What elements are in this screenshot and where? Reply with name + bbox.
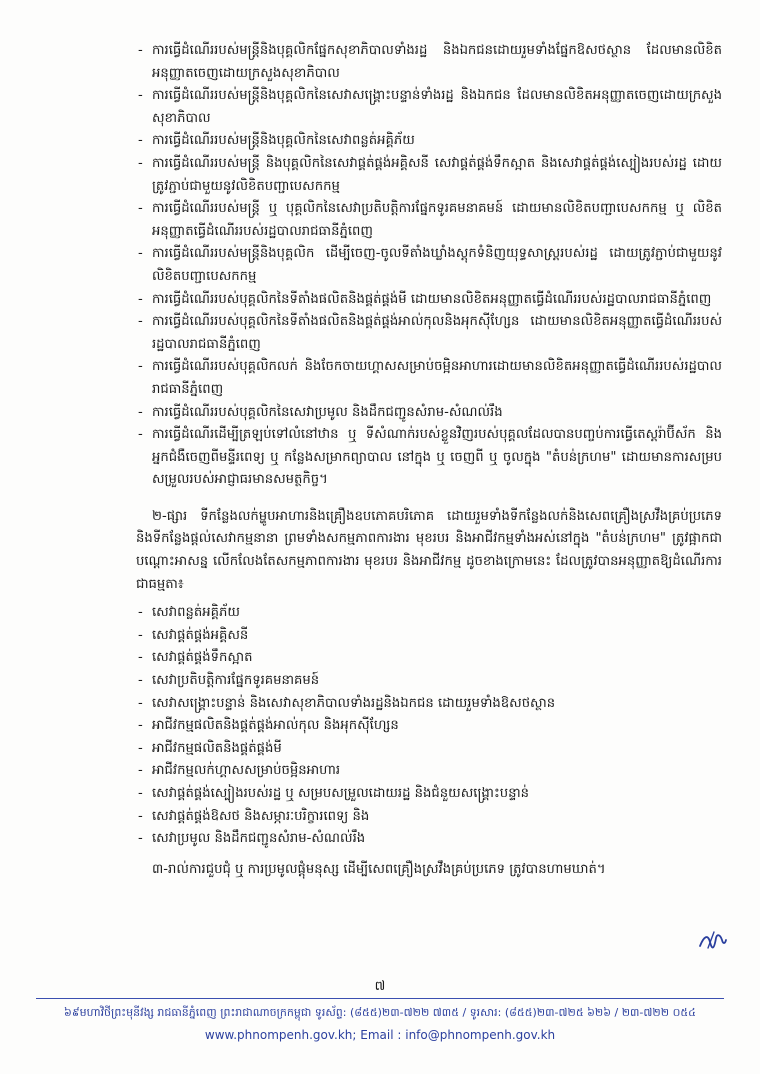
footer-address: ៦៩មហាវិថីព្រះមុនីវង្ស រាជធានីភ្នំពេញ ព្រះរាជាណាចក្រកម្ពុជា ទូរស័ព្ទ: (៨៥៥)២៣-៧២២ ៧៣៥ / ទូរសារ: (៨៥៥)២៣-៧២៥ ៦២៦ / ២៣-៧២២ ០៥៤ bbox=[64, 1006, 696, 1019]
list-item: - ការធ្វើដំណើរដើម្បីត្រឡប់ទៅលំនៅឋាន ឬ ទីសំណាក់របស់ខ្លួនវិញរបស់បុគ្គលដែលបានបញ្ចប់ការធ្វើតេស្តរ៉ាប៊ីស័ក និងអ្នកជំងឺចេញពីមន្ទីរពេទ្យ ឬ កន្លែងសម្រាកព្យាបាល នៅក្នុង ឬ ចេញពី ឬ ចូលក្នុង "តំបន់ក្រហម" ដោយមានការសម្របសម្រួលរបស់អាជ្ញាធរមានសមត្ថកិច្ច។ bbox=[136, 424, 722, 492]
paragraph-3: ៣-រាល់ការជួបជុំ ឬ ការប្រមូលផ្តុំមនុស្ស ដើម្បីសេពគ្រឿងស្រវឹងគ្រប់ប្រភេទ ត្រូវបានហាមឃាត់។ bbox=[152, 861, 606, 877]
list-item: - ការធ្វើដំណើររបស់មន្ត្រី ឬ បុគ្គលិកនៃសេវាប្រតិបត្តិការផ្នែកទូរគមនាគមន៍ ដោយមានលិខិតបញ្ជាបេសកកម្ម ឬ លិខិតអនុញ្ញាតធ្វើដំណើររបស់រដ្ឋបាលរាជធានីភ្នំពេញ bbox=[136, 198, 722, 243]
list-item: - ការធ្វើដំណើររបស់បុគ្គលិកនៃទីតាំងផលិតនិងផ្គត់ផ្គង់អាល់កុលនិងអុកស៊ីហ្សែន ដោយមានលិខិតអនុញ្ញាតធ្វើដំណើររបស់រដ្ឋបាលរាជធានីភ្នំពេញ bbox=[136, 311, 722, 356]
footer-divider bbox=[36, 998, 724, 999]
list-item: - សេវាផ្គត់ផ្គង់ទឹកស្អាត bbox=[136, 647, 722, 670]
footer-contact[interactable]: www.phnompenh.gov.kh; Email : info@phnompenh.gov.kh bbox=[204, 1028, 556, 1042]
list-item: - ការធ្វើដំណើររបស់បុគ្គលិកនៃសេវាប្រមូល និងដឹកជញ្ជូនសំរាម-សំណល់រឹង bbox=[136, 402, 722, 425]
list-item: - ការធ្វើដំណើររបស់មន្ត្រីនិងបុគ្គលិកនៃសេវាសង្គ្រោះបន្ទាន់ទាំងរដ្ឋ និងឯកជន ដែលមានលិខិតអនុញ្ញាតចេញដោយក្រសួងសុខាភិបាល bbox=[136, 85, 722, 130]
list-item: - ការធ្វើដំណើររបស់មន្ត្រី និងបុគ្គលិកនៃសេវាផ្គត់ផ្គង់អគ្គិសនី សេវាផ្គត់ផ្គង់ទឹកស្អាត និងសេវាផ្គត់ផ្គង់ស្បៀងរបស់រដ្ឋ ដោយត្រូវភ្ជាប់ជាមួយនូវលិខិតបញ្ជាបេសកកម្ម bbox=[136, 153, 722, 198]
permitted-services-list bbox=[136, 602, 722, 851]
permitted-travel-list bbox=[136, 40, 722, 492]
list-item: - ការធ្វើដំណើររបស់មន្ត្រីនិងបុគ្គលិកផ្នែកសុខាភិបាលទាំងរដ្ឋ និងឯកជនដោយរួមទាំងផ្នែកឱសថស្ថាន ដែលមានលិខិតអនុញ្ញាតចេញដោយក្រសួងសុខាភិបាល bbox=[136, 40, 722, 85]
list-item: - សេវាសង្គ្រោះបន្ទាន់ និងសេវាសុខាភិបាលទាំងរដ្ឋនិងឯកជន ដោយរួមទាំងឱសថស្ថាន bbox=[136, 693, 722, 716]
list-item: - សេវាផ្គត់ផ្គង់ឱសថ និងសម្ភារៈបរិក្ខារពេទ្យ និង bbox=[136, 806, 722, 829]
list-item: - អាជីវកម្មផលិតនិងផ្គត់ផ្គង់មី bbox=[136, 738, 722, 761]
list-item: - អាជីវកម្មលក់ហ្គាសសម្រាប់ចម្អិនអាហារ bbox=[136, 760, 722, 783]
list-item: - សេវាប្រតិបត្តិការផ្នែកទូរគមនាគមន៍ bbox=[136, 670, 722, 693]
list-item: - សេវាពន្លត់អគ្គិភ័យ bbox=[136, 602, 722, 625]
paragraph-2: ២-ផ្សារ ទីកន្លែងលក់ម្ហូបអាហារនិងគ្រឿងឧបភោគបរិភោគ ដោយរួមទាំងទីកន្លែងលក់និងសេពគ្រឿងស្រវឹងគ្រប់ប្រភេទ និងទីកន្លែងផ្តល់សេវាកម្មនានា ព្រមទាំងសកម្មភាពការងារ មុខរបរ និងអាជីវកម្មទាំងអស់នៅក្នុង "តំបន់ក្រហម" ត្រូវផ្អាកជាបណ្តោះអាសន្ន លើកលែងតែសកម្មភាពការងារ មុខរបរ និងអាជីវកម្ម ដូចខាងក្រោមនេះ ដែលត្រូវបានអនុញ្ញាតឱ្យដំណើរការជាធម្មតា៖ bbox=[136, 508, 722, 592]
list-item: - ការធ្វើដំណើររបស់មន្ត្រីនិងបុគ្គលិក ដើម្បីចេញ-ចូលទីតាំងឃ្លាំងស្តុកទំនិញយុទ្ធសាស្ត្ររបស់រដ្ឋ ដោយត្រូវភ្ជាប់ជាមួយនូវលិខិតបញ្ជាបេសកកម្ម bbox=[136, 243, 722, 288]
list-item: - ការធ្វើដំណើររបស់បុគ្គលិកលក់ និងចែកចាយហ្គាសសម្រាប់ចម្អិនអាហារដោយមានលិខិតអនុញ្ញាតធ្វើដំណើររបស់រដ្ឋបាលរាជធានីភ្នំពេញ bbox=[136, 356, 722, 401]
document-body bbox=[136, 40, 722, 881]
initials-signature bbox=[698, 930, 728, 952]
list-item: - សេវាផ្គត់ផ្គង់អគ្គិសនី bbox=[136, 625, 722, 648]
page-number: ៧ bbox=[374, 979, 386, 994]
list-item: - សេវាប្រមូល និងដឹកជញ្ជូនសំរាម-សំណល់រឹង bbox=[136, 828, 722, 851]
list-item: - ការធ្វើដំណើររបស់បុគ្គលិកនៃទីតាំងផលិតនិងផ្គត់ផ្គង់មី ដោយមានលិខិតអនុញ្ញាតធ្វើដំណើររបស់រដ្ឋបាលរាជធានីភ្នំពេញ bbox=[136, 289, 722, 312]
list-item: - អាជីវកម្មផលិតនិងផ្គត់ផ្គង់អាល់កុល និងអុកស៊ីហ្សែន bbox=[136, 715, 722, 738]
list-item: - សេវាផ្គត់ផ្គង់ស្បៀងរបស់រដ្ឋ ឬ សម្របសម្រួលដោយរដ្ឋ និងជំនួយសង្គ្រោះបន្ទាន់ bbox=[136, 783, 722, 806]
list-item: - ការធ្វើដំណើររបស់មន្ត្រីនិងបុគ្គលិកនៃសេវាពន្លត់អគ្គិភ័យ bbox=[136, 130, 722, 153]
